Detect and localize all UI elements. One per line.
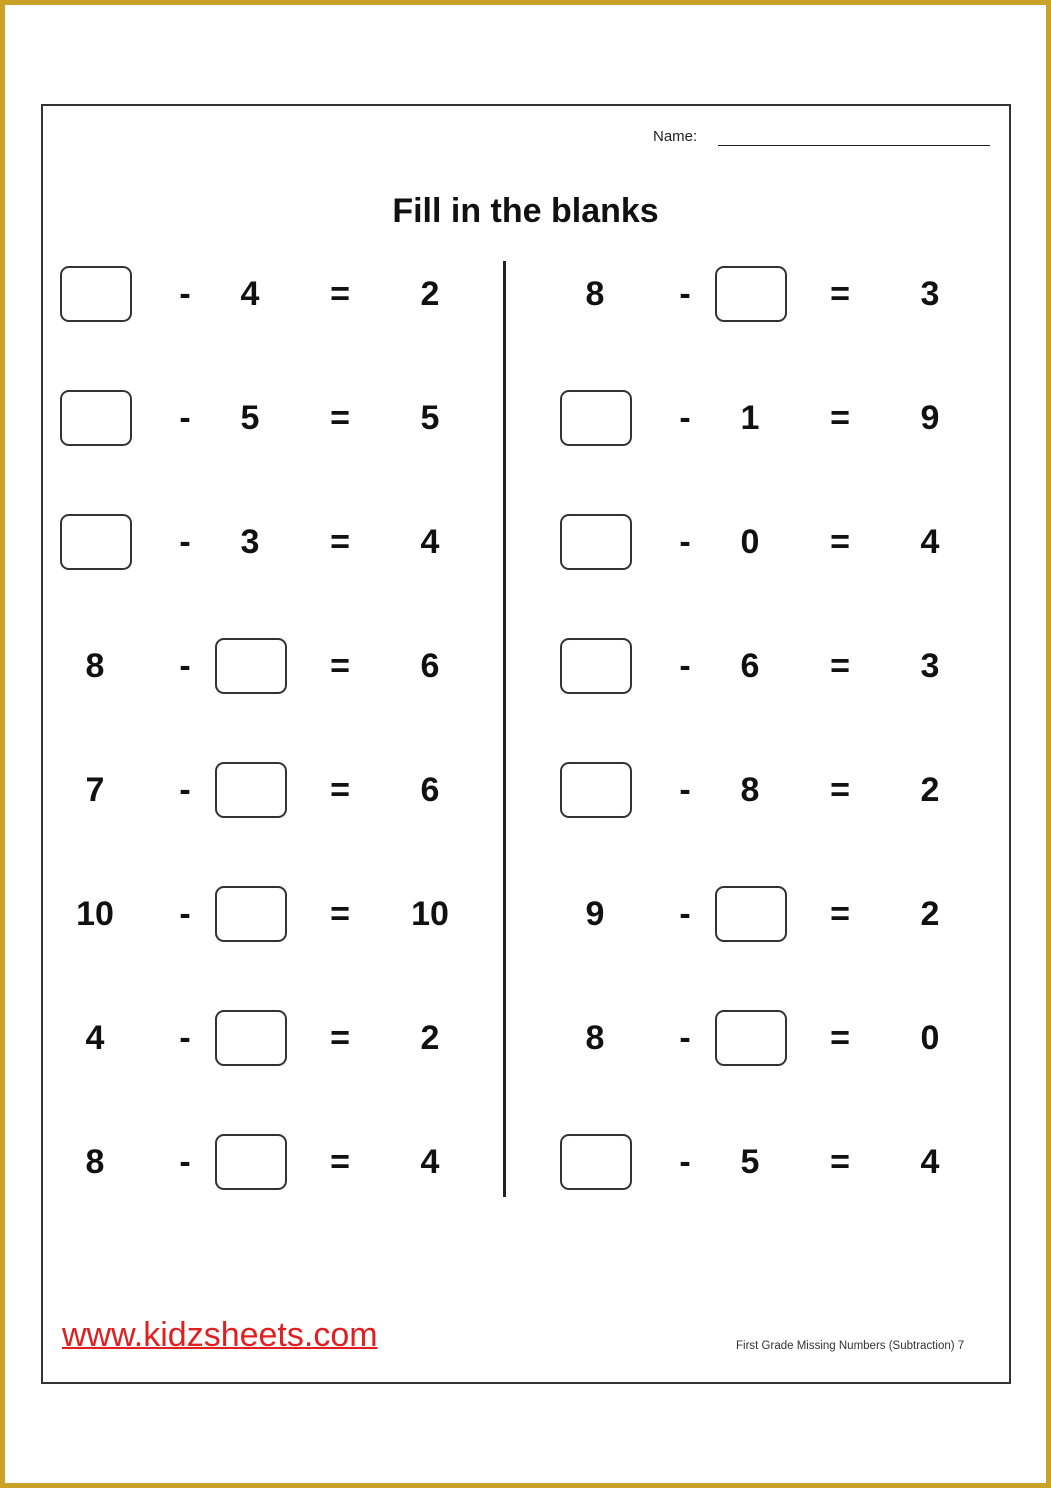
result: 4 bbox=[920, 523, 940, 561]
equals-sign: = bbox=[330, 647, 350, 685]
answer-box[interactable] bbox=[715, 886, 787, 942]
worksheet-title: Fill in the blanks bbox=[392, 192, 659, 230]
minus-sign: - bbox=[179, 275, 191, 313]
minus-sign: - bbox=[179, 895, 191, 933]
result: 5 bbox=[420, 399, 440, 437]
result: 3 bbox=[920, 275, 940, 313]
answer-box[interactable] bbox=[560, 514, 632, 570]
result: 3 bbox=[920, 647, 940, 685]
name-field[interactable] bbox=[718, 145, 990, 146]
result: 4 bbox=[920, 1143, 940, 1181]
answer-box[interactable] bbox=[60, 514, 132, 570]
equals-sign: = bbox=[330, 895, 350, 933]
result: 4 bbox=[420, 1143, 440, 1181]
result: 10 bbox=[411, 895, 449, 933]
equals-sign: = bbox=[330, 771, 350, 809]
operand-a: 7 bbox=[85, 771, 105, 809]
result: 2 bbox=[920, 771, 940, 809]
equals-sign: = bbox=[830, 895, 850, 933]
minus-sign: - bbox=[679, 1143, 691, 1181]
equals-sign: = bbox=[830, 1143, 850, 1181]
equals-sign: = bbox=[830, 647, 850, 685]
operand-a: 9 bbox=[585, 895, 605, 933]
answer-box[interactable] bbox=[215, 886, 287, 942]
minus-sign: - bbox=[679, 647, 691, 685]
operand-b: 3 bbox=[240, 523, 260, 561]
minus-sign: - bbox=[679, 895, 691, 933]
equals-sign: = bbox=[830, 275, 850, 313]
equals-sign: = bbox=[830, 523, 850, 561]
result: 2 bbox=[420, 275, 440, 313]
minus-sign: - bbox=[679, 523, 691, 561]
operand-b: 6 bbox=[740, 647, 760, 685]
minus-sign: - bbox=[679, 399, 691, 437]
result: 6 bbox=[420, 771, 440, 809]
equals-sign: = bbox=[330, 1019, 350, 1057]
minus-sign: - bbox=[179, 1019, 191, 1057]
operand-a: 8 bbox=[85, 1143, 105, 1181]
equals-sign: = bbox=[330, 399, 350, 437]
minus-sign: - bbox=[679, 1019, 691, 1057]
equals-sign: = bbox=[330, 1143, 350, 1181]
result: 9 bbox=[920, 399, 940, 437]
equals-sign: = bbox=[330, 523, 350, 561]
result: 2 bbox=[420, 1019, 440, 1057]
operand-b: 0 bbox=[740, 523, 760, 561]
answer-box[interactable] bbox=[215, 638, 287, 694]
minus-sign: - bbox=[179, 771, 191, 809]
operand-a: 4 bbox=[85, 1019, 105, 1057]
equals-sign: = bbox=[330, 275, 350, 313]
answer-box[interactable] bbox=[560, 390, 632, 446]
answer-box[interactable] bbox=[60, 390, 132, 446]
operand-a: 8 bbox=[85, 647, 105, 685]
answer-box[interactable] bbox=[560, 638, 632, 694]
operand-b: 1 bbox=[740, 399, 760, 437]
operand-b: 4 bbox=[240, 275, 260, 313]
result: 0 bbox=[920, 1019, 940, 1057]
answer-box[interactable] bbox=[215, 762, 287, 818]
minus-sign: - bbox=[679, 771, 691, 809]
operand-b: 8 bbox=[740, 771, 760, 809]
result: 6 bbox=[420, 647, 440, 685]
minus-sign: - bbox=[679, 275, 691, 313]
equals-sign: = bbox=[830, 771, 850, 809]
name-label: Name: bbox=[653, 128, 698, 145]
result: 2 bbox=[920, 895, 940, 933]
worksheet-footer-note: First Grade Missing Numbers (Subtraction) 7 bbox=[736, 1340, 965, 1352]
answer-box[interactable] bbox=[60, 266, 132, 322]
operand-b: 5 bbox=[740, 1143, 760, 1181]
operand-a: 8 bbox=[585, 1019, 605, 1057]
minus-sign: - bbox=[179, 523, 191, 561]
answer-box[interactable] bbox=[215, 1010, 287, 1066]
answer-box[interactable] bbox=[715, 1010, 787, 1066]
minus-sign: - bbox=[179, 647, 191, 685]
result: 4 bbox=[420, 523, 440, 561]
equals-sign: = bbox=[830, 399, 850, 437]
equals-sign: = bbox=[830, 1019, 850, 1057]
answer-box[interactable] bbox=[715, 266, 787, 322]
column-divider bbox=[503, 261, 506, 1197]
operand-a: 8 bbox=[585, 275, 605, 313]
operand-b: 5 bbox=[240, 399, 260, 437]
minus-sign: - bbox=[179, 399, 191, 437]
answer-box[interactable] bbox=[560, 762, 632, 818]
website-link[interactable]: www.kidzsheets.com bbox=[62, 1316, 378, 1354]
minus-sign: - bbox=[179, 1143, 191, 1181]
answer-box[interactable] bbox=[560, 1134, 632, 1190]
operand-a: 10 bbox=[76, 895, 114, 933]
answer-box[interactable] bbox=[215, 1134, 287, 1190]
